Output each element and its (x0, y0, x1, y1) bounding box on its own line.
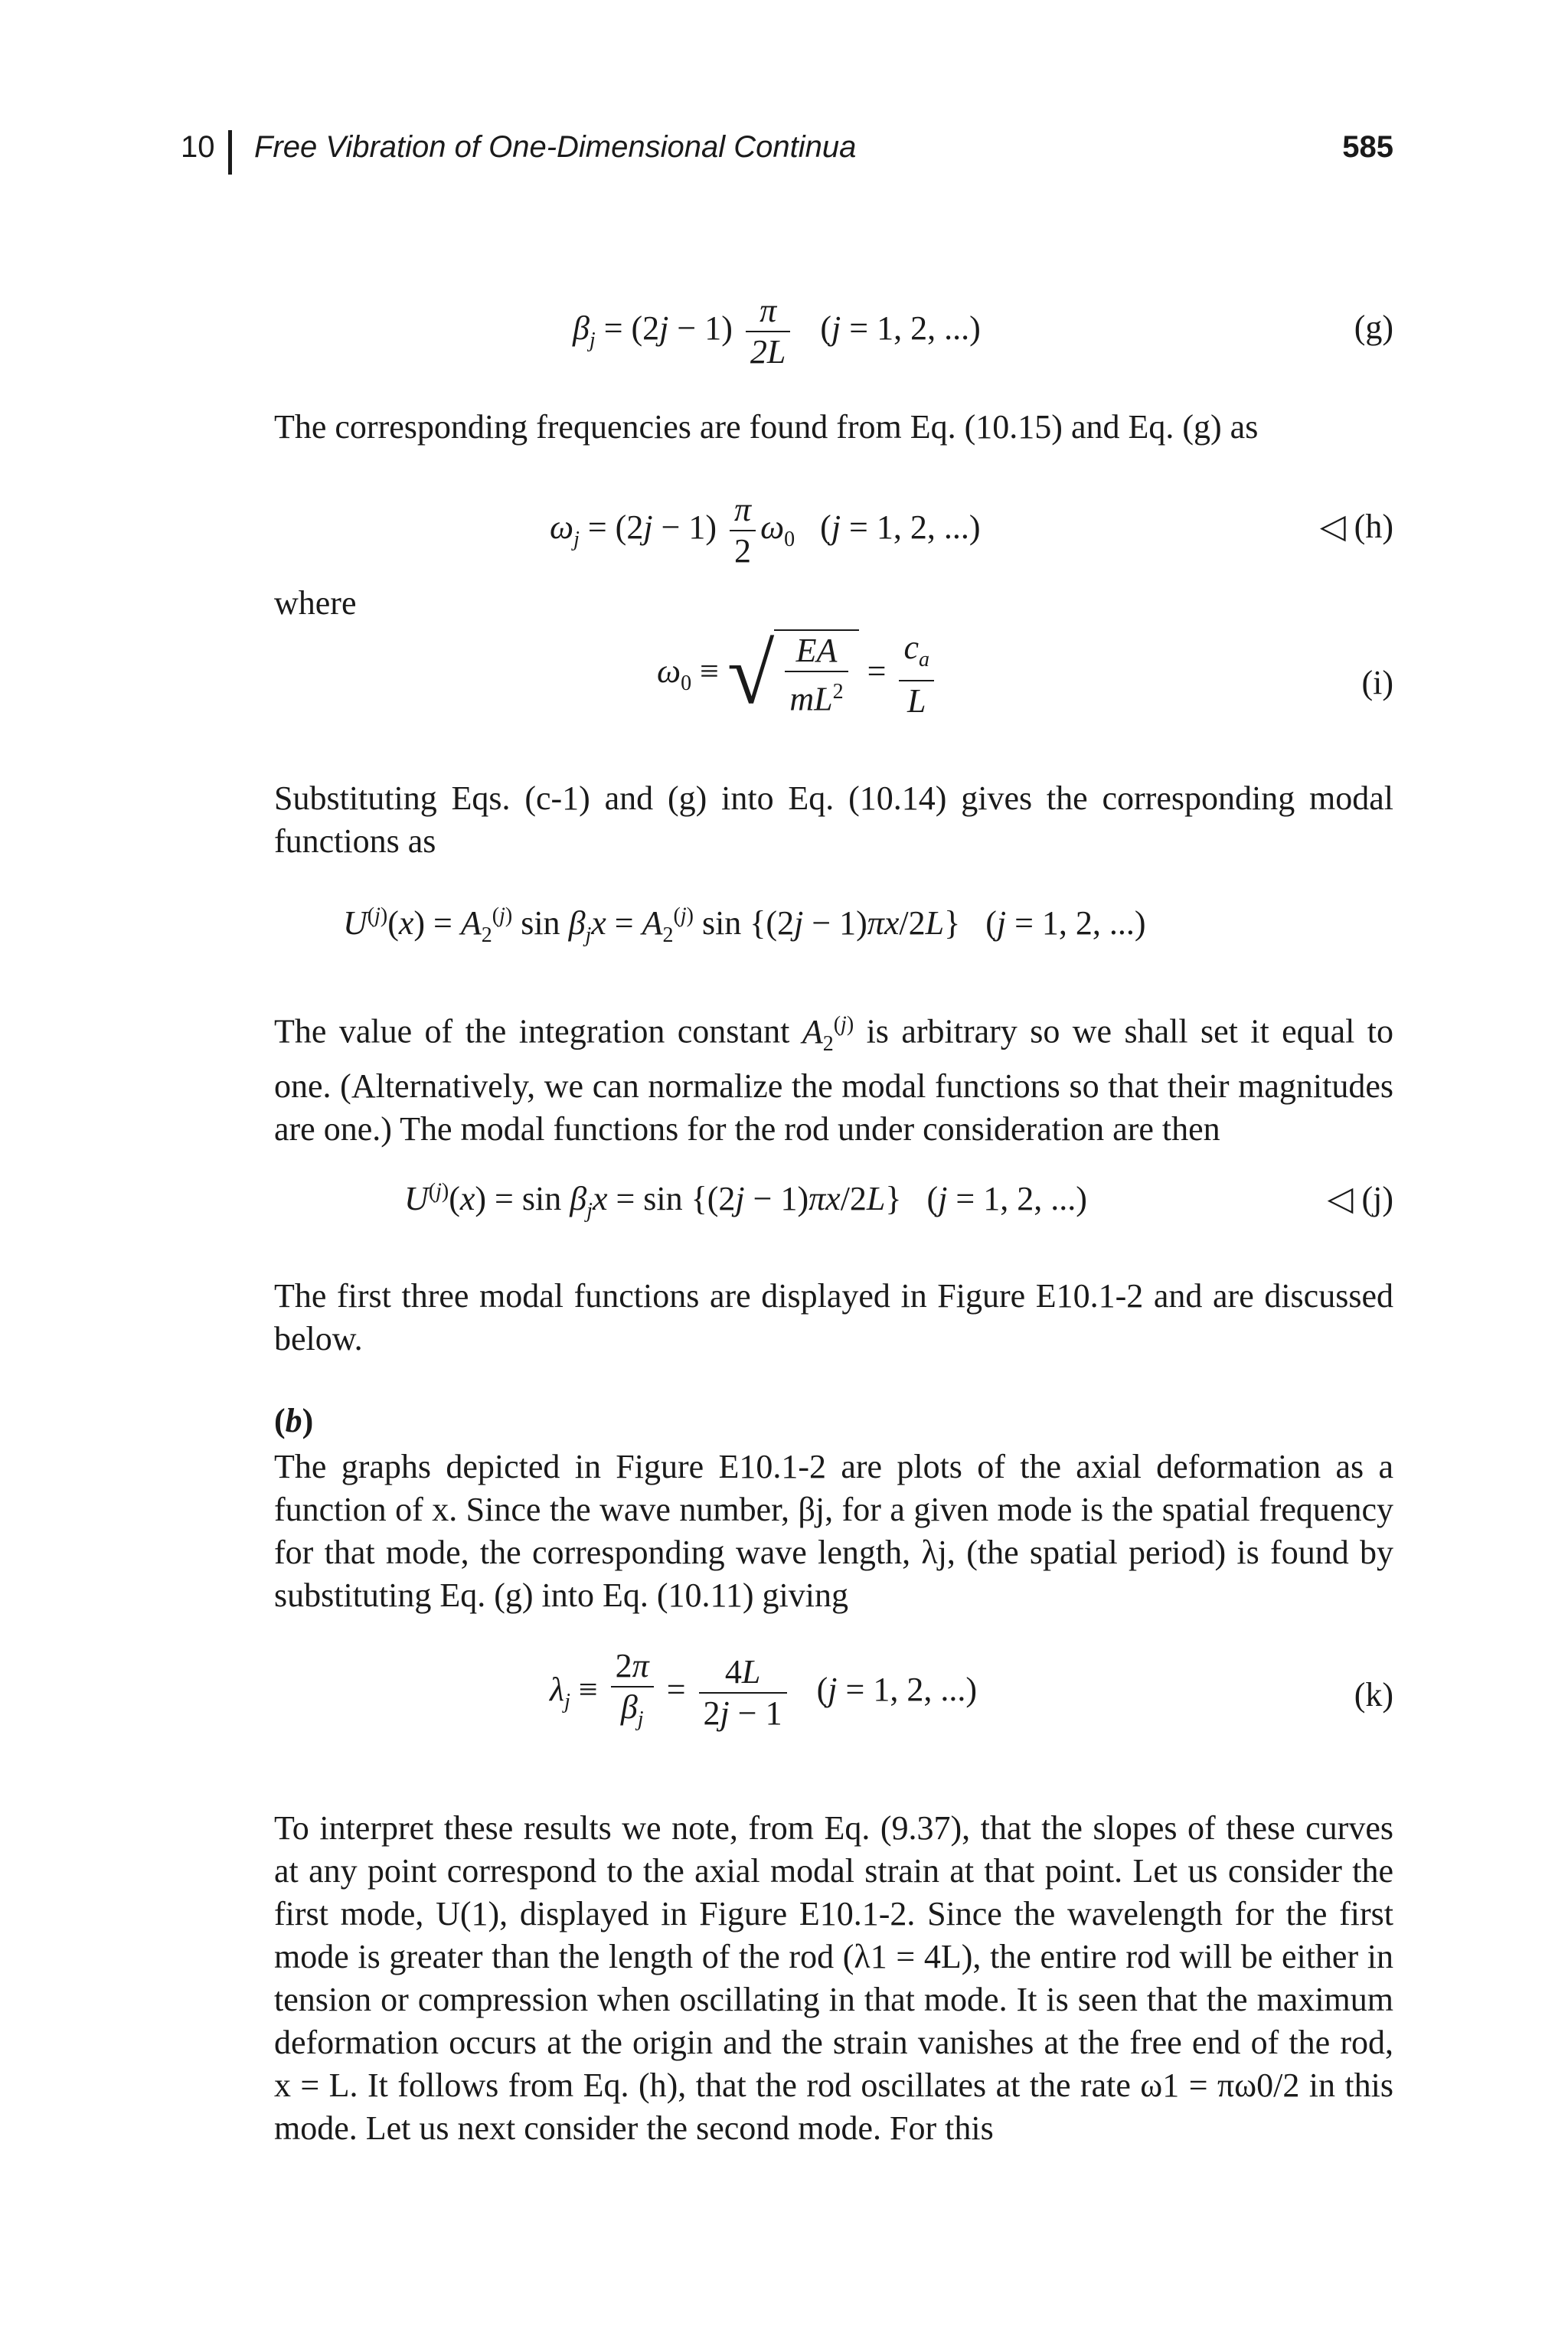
equation-k-body: $\lambda_j$ ≡ $\frac{2\pi}{\beta_j}$ = $\frac{4L}{2j - 1}$ (j = 1, 2, ...) (550, 1647, 977, 1732)
equation-j-body: $U^{(j)}(x) = \sin \beta_jx = \sin \{(2j - 1)\pi x/2L\}$ (j = 1, 2, ...) (404, 1179, 1087, 1223)
equation-modal-functions-body: $U^{(j)}(x) = A_2^{(j)}$ $\sin \beta_jx = A_2^{(j)}$ sin {(2j − 1)πx/2L} (j = 1, 2, ...) (343, 903, 1146, 947)
section-b-heading: (b) (274, 1402, 314, 1439)
equation-label-i: (i) (1361, 664, 1393, 701)
equation-label-h: ◁ (h) (1319, 508, 1393, 545)
equation-h (274, 490, 1393, 574)
chapter-title: Free Vibration of One-Dimensional Continua (254, 130, 857, 164)
section-b-label: b (285, 1402, 302, 1439)
paragraph-substituting (274, 777, 1393, 863)
equation-label-j: ◁ (j) (1327, 1180, 1393, 1217)
page-number: 585 (1342, 130, 1393, 164)
equation-label-g: (g) (1354, 309, 1393, 346)
paragraph-first-three-modes: The first three modal functions are displayed in Figure E10.1-2 and are discussed below. (274, 1277, 1393, 1357)
equation-h-body: $\omega_j = (2j - 1)$ $\frac{\pi}{2}$ $\omega_0$ (j = 1, 2, ...) (550, 491, 981, 570)
chapter-number: 10 (181, 130, 215, 164)
equation-i (274, 628, 1393, 735)
paragraph-interpret: To interpret these results we note, from Eq. (9.37), that the slopes of these curves at any point correspond to the axial modal strain at that point. Let us consider the first mode, U(1), displayed in Figure E10.1-2. Since the wavelength for the first mode is greater than the length of the rod (λ1 = 4L), the entire rod will be either in tension or compression when oscillating in that mode. It is seen that the maximum deformation occurs at the origin and the strain vanishes at the free end of the rod, x = L. It follows from Eq. (h), that the rod oscillates at the rate ω1 = πω0/2 in this mode. Let us next consider the second mode. For this (274, 1809, 1393, 2147)
paragraph-substituting-text: Substituting Eqs. (c-1) and (g) into Eq. (10.14) gives the corresponding modal functions as (274, 779, 1393, 860)
equation-g-body: $\beta_j = (2j - 1)$ $\frac{\pi}{2L}$ (j = 1, 2, ...) (573, 292, 981, 371)
constant-symbol: $A_2^{(j)}$ (802, 1012, 854, 1056)
paragraph-frequencies: The corresponding frequencies are found from Eq. (10.15) and Eq. (g) as (274, 408, 1259, 446)
equation-i-body: $\omega_0$ ≡ √ $\frac{EA}{mL^2}$ = $\frac{c_a}{L}$ (657, 628, 939, 721)
paragraph-integration-constant (274, 1003, 1393, 1151)
equation-label-k: (k) (1354, 1676, 1393, 1714)
paragraph-graphs: The graphs depicted in Figure E10.1-2 are plots of the axial deformation as a function of x. Since the wave number, βj, for a given mode is the spatial frequency for that mode, the corresponding wave length, λj, (the spatial period) is found by substituting Eq. (g) into Eq. (10.11) giving (274, 1448, 1393, 1614)
equation-j (274, 1179, 1393, 1240)
header-divider (228, 130, 232, 175)
paragraph-integration-constant-b: is arbitrary so we shall set it equal to one. (Alternatively, we can normalize the modal functions so that their magnitudes are one.) The modal functions for the rod under consideration are then (274, 1012, 1394, 1148)
equation-k (274, 1646, 1393, 1753)
equation-g (274, 291, 1393, 375)
running-header (181, 130, 1393, 176)
paragraph-integration-constant-a: The value of the integration constant (274, 1012, 790, 1050)
equation-modal-functions (274, 903, 1393, 965)
where-label: where (274, 584, 357, 622)
